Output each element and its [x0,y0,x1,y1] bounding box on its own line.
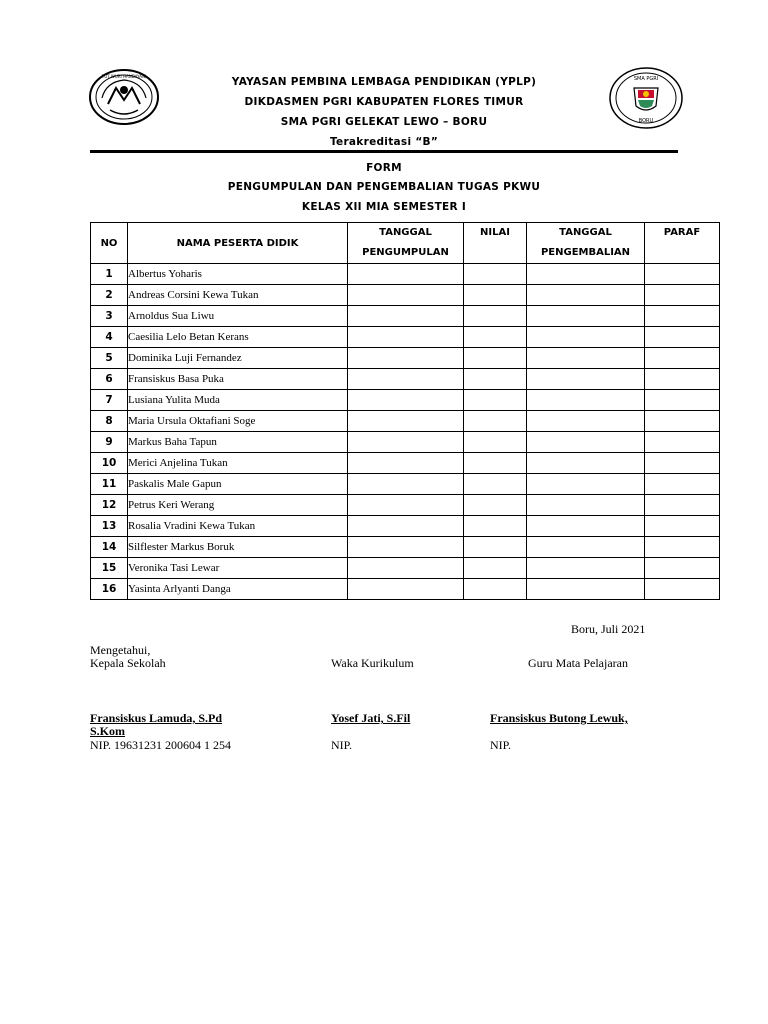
student-name: Albertus Yoharis [128,264,348,285]
principal-name-suffix: S.Kom [90,724,126,738]
submit-date-cell [348,579,464,600]
row-number: 16 [91,579,128,600]
signature-cell [645,558,720,579]
submit-date-cell [348,327,464,348]
signature-cell [645,432,720,453]
table-row [91,516,720,537]
header-signature: PARAF [645,223,720,264]
svg-text:SMA PGRI: SMA PGRI [633,76,659,82]
row-number: 7 [91,390,128,411]
signature-cell [645,348,720,369]
submit-date-cell [348,474,464,495]
row-number: 13 [91,516,128,537]
row-number: 14 [91,537,128,558]
signature-cell [645,516,720,537]
signature-cell [645,264,720,285]
score-cell [464,327,527,348]
row-number: 8 [91,411,128,432]
school-name: SMA PGRI GELEKAT LEWO – BORU [280,116,488,128]
signature-cell [645,495,720,516]
return-date-cell [527,558,645,579]
return-date-cell [527,264,645,285]
submit-date-cell [348,432,464,453]
student-name: Rosalia Vradini Kewa Tukan [128,516,348,537]
return-date-cell [527,369,645,390]
score-cell [464,348,527,369]
header-return-date [527,223,645,264]
return-date-cell [527,537,645,558]
student-name: Caesilia Lelo Betan Kerans [128,327,348,348]
row-number: 2 [91,285,128,306]
form-title: FORM [366,162,402,174]
assignment-table [90,222,720,600]
score-cell [464,306,527,327]
table-row [91,348,720,369]
student-name: Arnoldus Sua Liwu [128,306,348,327]
table-row [91,411,720,432]
table-row [91,453,720,474]
score-cell [464,495,527,516]
principal-nip: NIP. 19631231 200604 1 254 [90,738,232,752]
student-name: Paskalis Male Gapun [128,474,348,495]
student-name: Lusiana Yulita Muda [128,390,348,411]
principal-name: Fransiskus Lamuda, S.Pd [90,711,223,725]
signature-cell [645,285,720,306]
return-date-cell [527,348,645,369]
submit-date-cell [348,348,464,369]
return-date-cell [527,474,645,495]
score-cell [464,579,527,600]
foundation-name: YAYASAN PEMBINA LEMBAGA PENDIDIKAN (YPLP) [231,76,537,88]
signature-cell [645,390,720,411]
return-date-cell [527,390,645,411]
student-name: Petrus Keri Werang [128,495,348,516]
header-divider [90,150,678,153]
place-date: Boru, Juli 2021 [571,622,646,636]
return-date-cell [527,306,645,327]
table-row [91,558,720,579]
student-name: Merici Anjelina Tukan [128,453,348,474]
curriculum-name: Yosef Jati, S.Fil [331,711,411,725]
table-row [91,495,720,516]
submit-date-cell [348,369,464,390]
table-row [91,579,720,600]
score-cell [464,264,527,285]
signature-cell [645,327,720,348]
row-number: 5 [91,348,128,369]
row-number: 9 [91,432,128,453]
table-row [91,390,720,411]
student-name: Maria Ursula Oktafiani Soge [128,411,348,432]
signature-cell [645,411,720,432]
header-submit-date [348,223,464,264]
table-row [91,327,720,348]
class-info: KELAS XII MIA SEMESTER I [301,201,467,213]
header-name: NAMA PESERTA DIDIK [128,223,348,264]
score-cell [464,390,527,411]
student-name: Silflester Markus Boruk [128,537,348,558]
student-name: Yasinta Arlyanti Danga [128,579,348,600]
accreditation: Terakreditasi “B” [329,136,439,148]
header-submit-bottom: PENGUMPULAN [362,247,449,258]
svg-text:TUT WURI HANDAYANI: TUT WURI HANDAYANI [101,74,147,79]
submit-date-cell [348,411,464,432]
table-row [91,369,720,390]
return-date-cell [527,495,645,516]
return-date-cell [527,432,645,453]
submit-date-cell [348,285,464,306]
row-number: 1 [91,264,128,285]
table-row [91,432,720,453]
submit-date-cell [348,264,464,285]
table-row [91,537,720,558]
principal-title: Kepala Sekolah [90,656,166,670]
student-name: Andreas Corsini Kewa Tukan [128,285,348,306]
signature-cell [645,579,720,600]
table-row [91,474,720,495]
student-name: Dominika Luji Fernandez [128,348,348,369]
header-return-bottom: PENGEMBALIAN [540,247,631,258]
return-date-cell [527,285,645,306]
table-row [91,285,720,306]
signature-cell [645,453,720,474]
table-row [91,306,720,327]
curriculum-nip: NIP. [331,738,353,752]
header-submit-top: TANGGAL [379,227,432,238]
score-cell [464,432,527,453]
return-date-cell [527,327,645,348]
svg-text:BORU: BORU [638,118,654,124]
signature-cell [645,474,720,495]
return-date-cell [527,453,645,474]
student-name: Veronika Tasi Lewar [128,558,348,579]
score-cell [464,453,527,474]
teacher-nip: NIP. [490,738,512,752]
teacher-title: Guru Mata Pelajaran [528,656,628,670]
return-date-cell [527,516,645,537]
score-cell [464,558,527,579]
submit-date-cell [348,453,464,474]
student-name: Markus Baha Tapun [128,432,348,453]
curriculum-title: Waka Kurikulum [331,656,414,670]
signature-cell [645,537,720,558]
signature-cell [645,369,720,390]
submit-date-cell [348,306,464,327]
submit-date-cell [348,537,464,558]
row-number: 10 [91,453,128,474]
row-number: 6 [91,369,128,390]
table-header-row [91,223,720,264]
row-number: 15 [91,558,128,579]
score-cell [464,411,527,432]
submit-date-cell [348,495,464,516]
table-body [91,264,720,600]
student-name: Fransiskus Basa Puka [128,369,348,390]
score-cell [464,516,527,537]
row-number: 3 [91,306,128,327]
header-return-top: TANGGAL [559,227,612,238]
teacher-name: Fransiskus Butong Lewuk, [490,711,628,725]
acknowledged-label: Mengetahui, [90,643,151,657]
score-cell [464,474,527,495]
submit-date-cell [348,558,464,579]
submit-date-cell [348,390,464,411]
row-number: 4 [91,327,128,348]
return-date-cell [527,579,645,600]
return-date-cell [527,411,645,432]
table-row [91,264,720,285]
score-cell [464,537,527,558]
submit-date-cell [348,516,464,537]
score-cell [464,285,527,306]
header-score: NILAI [464,223,527,264]
score-cell [464,369,527,390]
row-number: 12 [91,495,128,516]
form-subtitle: PENGUMPULAN DAN PENGEMBALIAN TUGAS PKWU [227,181,541,193]
row-number: 11 [91,474,128,495]
department-name: DIKDASMEN PGRI KABUPATEN FLORES TIMUR [244,96,524,108]
header-no: NO [91,223,128,264]
signature-cell [645,306,720,327]
